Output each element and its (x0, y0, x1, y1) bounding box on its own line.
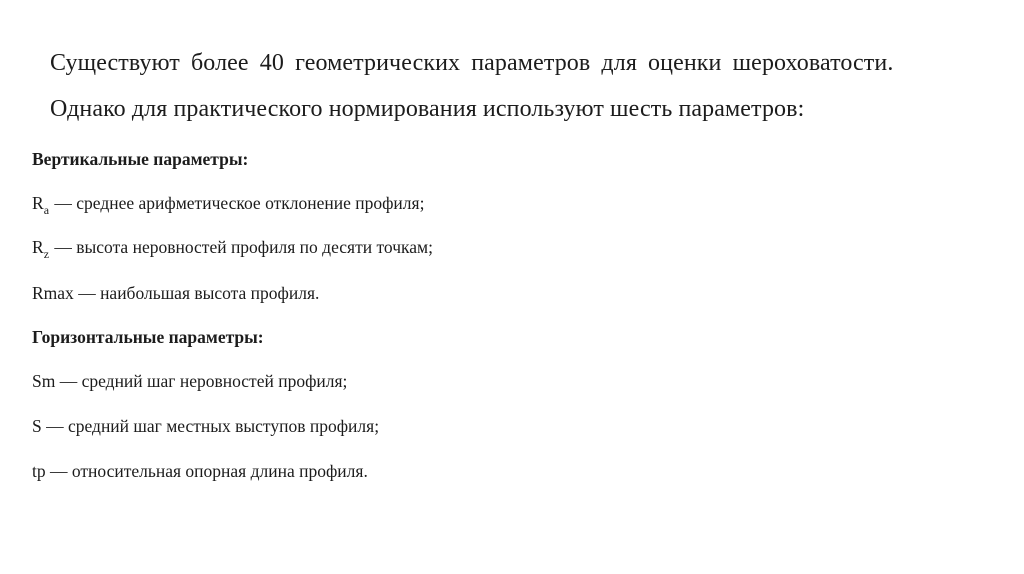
horizontal-parameters-heading: Горизонтальные параметры: (32, 327, 264, 347)
parameter-tp (32, 461, 368, 482)
intro-line-1: Существуют более 40 геометрических параметров для оценки шероховатости. (50, 50, 894, 76)
parameter-description: — относительная опорная длина профиля. (45, 461, 368, 481)
parameter-subscript: z (43, 247, 50, 261)
parameter-symbol: R (32, 237, 44, 257)
parameter-symbol: S (32, 416, 42, 436)
parameter-symbol: Rmax (32, 283, 74, 303)
parameter-symbol: R (32, 193, 44, 213)
parameter-description: — средний шаг местных выступов профиля; (41, 416, 380, 436)
parameter-sm (32, 371, 347, 392)
parameter-description: — среднее арифметическое отклонение профиля; (50, 193, 425, 213)
parameter-description: — средний шаг неровностей профиля; (55, 371, 348, 391)
parameter-rz (32, 237, 433, 261)
parameter-subscript: a (43, 203, 50, 217)
parameter-description: — наибольшая высота профиля. (73, 283, 320, 303)
vertical-parameters-heading: Вертикальные параметры: (32, 149, 249, 169)
parameter-symbol: Sm (32, 371, 56, 391)
parameter-description: — высота неровностей профиля по десяти точкам; (50, 237, 433, 257)
parameter-symbol: tp (32, 461, 46, 481)
intro-line-2: Однако для практического нормирования используют шесть параметров: (50, 96, 805, 122)
parameter-rmax (32, 283, 319, 304)
parameter-s (32, 416, 379, 437)
parameter-ra (32, 193, 425, 217)
